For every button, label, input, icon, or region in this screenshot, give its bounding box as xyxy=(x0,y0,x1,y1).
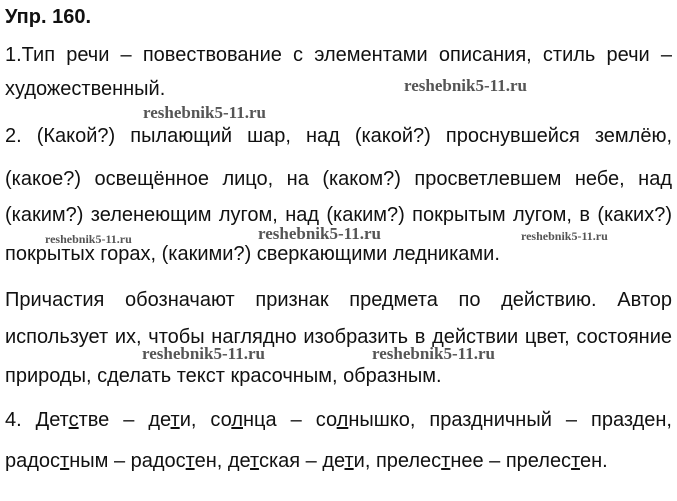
underlined-letter: т xyxy=(344,450,354,472)
text-segment: и, со xyxy=(179,409,232,431)
underlined-letter: д xyxy=(632,409,645,431)
underlined-letter: т xyxy=(571,450,580,472)
text-segment: ничный – праз xyxy=(482,409,633,431)
underlined-letter: т xyxy=(185,450,195,472)
text-segment: 4. Дет xyxy=(5,409,69,431)
underlined-letter: т xyxy=(441,450,451,472)
text-segment: нее – прелес xyxy=(450,450,572,472)
text-segment: ным – радос xyxy=(69,450,186,472)
paragraph-2-line-3: (каким?) зеленеющим лугом, над (каким?) покрытым лугом, в (каких?) xyxy=(5,204,672,226)
underlined-letter: д xyxy=(471,409,483,431)
text-segment: и, прелес xyxy=(353,450,442,472)
paragraph-2-line-4: покрытых горах, (какими?) сверкающими ледниками. xyxy=(5,243,500,265)
paragraph-3-line-2: использует их, чтобы наглядно изобразить в действии цвет, состояние xyxy=(5,326,672,348)
text-segment: ен, де xyxy=(194,450,251,472)
paragraph-1-line-1: 1.Тип речи – повествование с элементами описания, стиль речи – xyxy=(5,44,672,66)
underlined-letter: с xyxy=(68,409,79,431)
underlined-letter: т xyxy=(250,450,259,472)
text-segment: нышко, праз xyxy=(348,409,471,431)
text-segment: ен, xyxy=(644,409,672,431)
watermark: reshebnik5-11.ru xyxy=(372,344,495,363)
watermark: reshebnik5-11.ru xyxy=(521,229,608,243)
watermark: reshebnik5-11.ru xyxy=(258,224,381,243)
text-segment: ен. xyxy=(580,450,608,472)
paragraph-2-line-2: (какое?) освещённое лицо, на (каком?) просветлевшем небе, над xyxy=(5,168,672,190)
text-segment: ская – де xyxy=(258,450,345,472)
underlined-letter: т xyxy=(170,409,180,431)
underlined-letter: т xyxy=(60,450,70,472)
paragraph-4-line-1 xyxy=(5,407,672,433)
paragraph-1-line-2: художественный. xyxy=(5,78,166,100)
paragraph-2-line-1: 2. (Какой?) пылающий шар, над (какой?) проснувшейся землёю, xyxy=(5,125,672,147)
paragraph-3-line-3: природы, сделать текст красочным, образным. xyxy=(5,365,442,387)
watermark: reshebnik5-11.ru xyxy=(45,232,132,246)
paragraph-3-line-1: Причастия обозначают признак предмета по действию. Автор xyxy=(5,289,672,311)
underlined-letter: л xyxy=(231,409,243,431)
watermark: reshebnik5-11.ru xyxy=(404,76,527,95)
watermark: reshebnik5-11.ru xyxy=(142,344,265,363)
text-segment: радос xyxy=(5,450,61,472)
text-segment: нца – со xyxy=(243,409,337,431)
watermark: reshebnik5-11.ru xyxy=(143,103,266,122)
text-segment: тве – де xyxy=(78,409,171,431)
paragraph-4-line-2 xyxy=(5,448,672,474)
exercise-title: Упр. 160. xyxy=(5,6,92,28)
underlined-letter: л xyxy=(336,409,349,431)
